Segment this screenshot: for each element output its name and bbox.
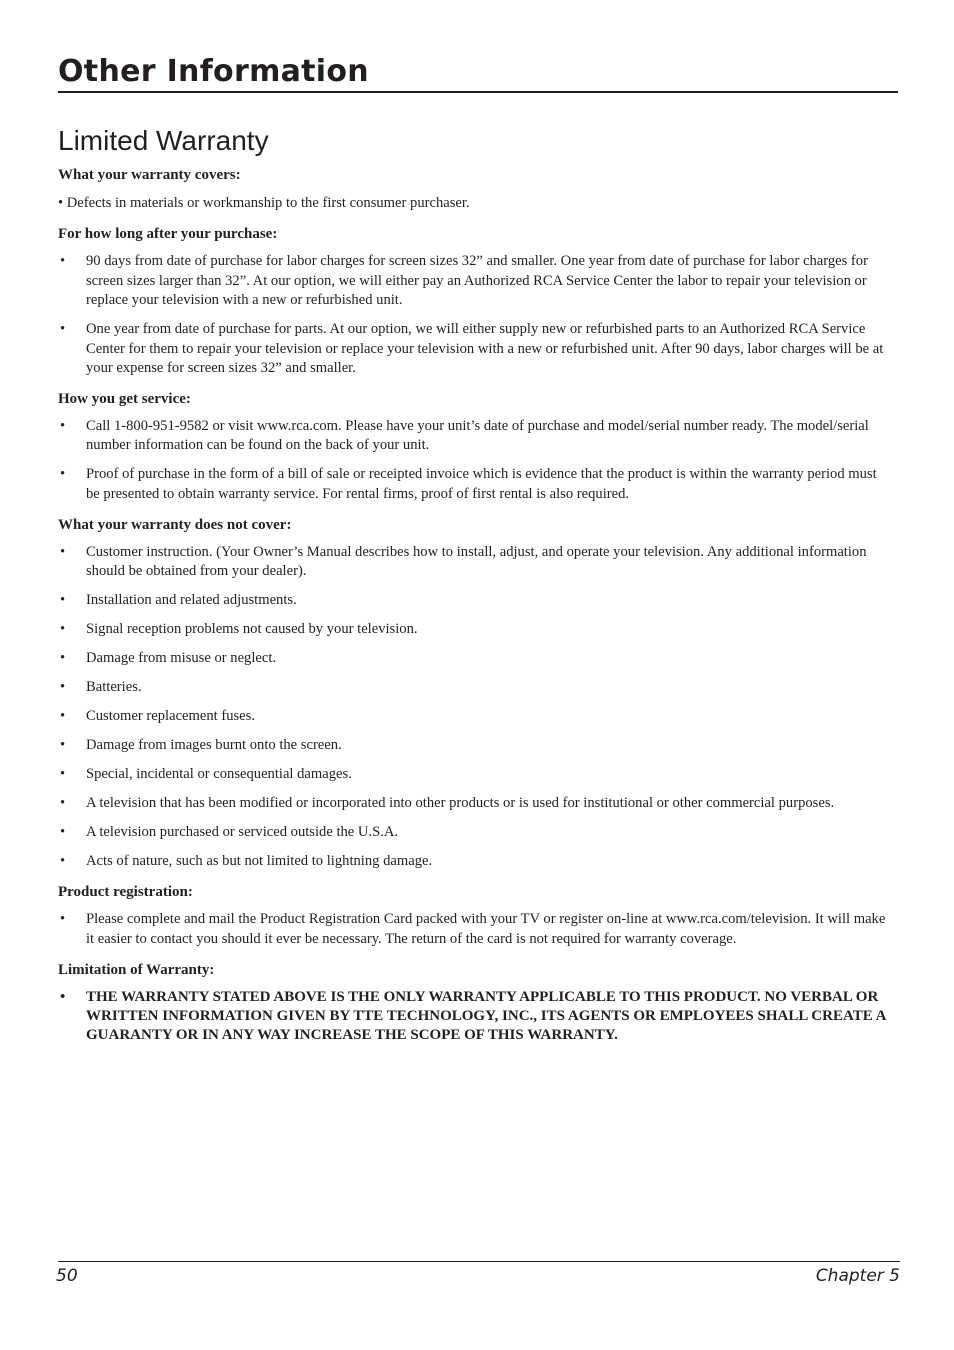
section-heading: For how long after your purchase:	[58, 226, 278, 243]
list-item	[58, 910, 894, 949]
list-item: • Defects in materials or workmanship to the first consumer purchaser.	[58, 195, 470, 211]
bullet-icon: •	[60, 679, 66, 696]
section-heading: Product registration:	[58, 884, 193, 901]
section-header-title: Other Information	[58, 54, 369, 89]
bullet-icon: •	[60, 321, 66, 338]
list-item	[58, 852, 894, 871]
list-item-text: Damage from images burnt onto the screen.	[86, 737, 342, 754]
bullet-list	[58, 194, 894, 213]
warranty-section	[58, 164, 894, 213]
list-item-text: Customer replacement fuses.	[86, 708, 255, 725]
list-item	[58, 465, 894, 504]
footer-divider	[58, 1261, 900, 1262]
list-item-text: Please complete and mail the Product Registration Card packed with your TV or register on-line at www.rca.com/television. It will make it easier to contact you should it ever be necessary. The return of the card is not required for warranty coverage.	[86, 911, 886, 947]
bullet-icon: •	[60, 708, 66, 725]
section-heading: What your warranty covers:	[58, 167, 241, 183]
bullet-list	[58, 543, 894, 872]
list-item-text: A television purchased or serviced outside the U.S.A.	[86, 824, 399, 841]
chapter-label: Chapter 5	[815, 1266, 900, 1286]
warranty-section	[58, 388, 894, 504]
list-item	[58, 252, 894, 310]
bullet-list	[58, 988, 894, 1046]
bullet-list	[58, 252, 894, 378]
warranty-content	[58, 164, 894, 1055]
list-item-text: Damage from misuse or neglect.	[86, 650, 277, 667]
bullet-icon: •	[60, 795, 66, 812]
list-item-text: THE WARRANTY STATED ABOVE IS THE ONLY WARRANTY APPLICABLE TO THIS PRODUCT. NO VERBAL OR WRITTEN INFORMATION GIVEN BY TTE TECHNOLOGY, INC., ITS AGENTS OR EMPLOYEES SHALL CREATE A GUARANTY OR IN ANY WAY INCREASE THE SCOPE OF THIS WARRANTY.	[86, 988, 886, 1044]
list-item-text: Customer instruction. (Your Owner’s Manual describes how to install, adjust, and operate your television. Any additional information should be obtained from your dealer).	[86, 543, 867, 580]
bullet-list	[58, 910, 894, 949]
list-item	[58, 794, 894, 813]
bullet-icon: •	[60, 911, 66, 928]
bullet-list	[58, 417, 894, 504]
section-heading: Limitation of Warranty:	[58, 961, 215, 978]
page-title: Limited Warranty	[58, 125, 269, 156]
list-item	[58, 320, 894, 378]
bullet-icon: •	[60, 466, 66, 483]
list-item	[58, 678, 894, 697]
list-item-text: One year from date of purchase for parts. At our option, we will either supply new or refurbished parts to an Authorized RCA Service Center for them to repair your television or replace your television with a new or refurbished unit. After 90 days, labor charges will be at your expense for screen sizes 32” and smaller.	[86, 321, 884, 377]
list-item	[58, 591, 894, 610]
list-item	[58, 543, 894, 582]
header-divider	[58, 91, 898, 93]
bullet-icon: •	[60, 853, 66, 870]
bullet-icon: •	[60, 650, 66, 667]
list-item	[58, 988, 894, 1046]
warranty-section	[58, 881, 894, 949]
warranty-section	[58, 514, 894, 872]
list-item-text: Special, incidental or consequential damages.	[86, 766, 352, 783]
bullet-icon: •	[60, 253, 66, 270]
bullet-icon: •	[60, 824, 66, 841]
list-item-text: Signal reception problems not caused by your television.	[86, 621, 418, 638]
bullet-icon: •	[60, 988, 66, 1005]
list-item-text: Call 1-800-951-9582 or visit www.rca.com. Please have your unit’s date of purchase and model/serial number ready. The model/serial number information can be found on the back of your unit.	[86, 418, 869, 454]
bullet-icon: •	[60, 592, 66, 609]
warranty-section	[58, 223, 894, 378]
list-item	[58, 736, 894, 755]
list-item-text: Proof of purchase in the form of a bill of sale or receipted invoice which is evidence that the product is within the warranty period must be presented to obtain warranty service. For rental firms, proof of first rental is also required.	[86, 466, 877, 502]
list-item-text: 90 days from date of purchase for labor charges for screen sizes 32” and smaller. One year from date of purchase for labor charges for screen sizes larger than 32”. At our option, we will either pay an Authorized RCA Service Center the labor to repair your television or replace your television with a new or refurbished unit.	[86, 253, 868, 309]
section-heading: What your warranty does not cover:	[58, 516, 292, 533]
list-item	[58, 417, 894, 456]
list-item	[58, 707, 894, 726]
list-item-text: A television that has been modified or incorporated into other products or is used for institutional or other commercial purposes.	[86, 795, 835, 812]
list-item	[58, 823, 894, 842]
bullet-icon: •	[60, 418, 66, 435]
warranty-section	[58, 959, 894, 1046]
bullet-icon: •	[60, 621, 66, 638]
list-item	[58, 620, 894, 639]
bullet-icon: •	[60, 737, 66, 754]
list-item-text: Acts of nature, such as but not limited to lightning damage.	[86, 853, 433, 870]
bullet-icon: •	[60, 543, 66, 560]
page-number: 50	[56, 1266, 78, 1286]
section-heading: How you get service:	[58, 391, 191, 408]
list-item-text: Installation and related adjustments.	[86, 592, 297, 609]
list-item	[58, 765, 894, 784]
list-item-text: Batteries.	[86, 679, 142, 696]
bullet-icon: •	[60, 766, 66, 783]
list-item	[58, 649, 894, 668]
